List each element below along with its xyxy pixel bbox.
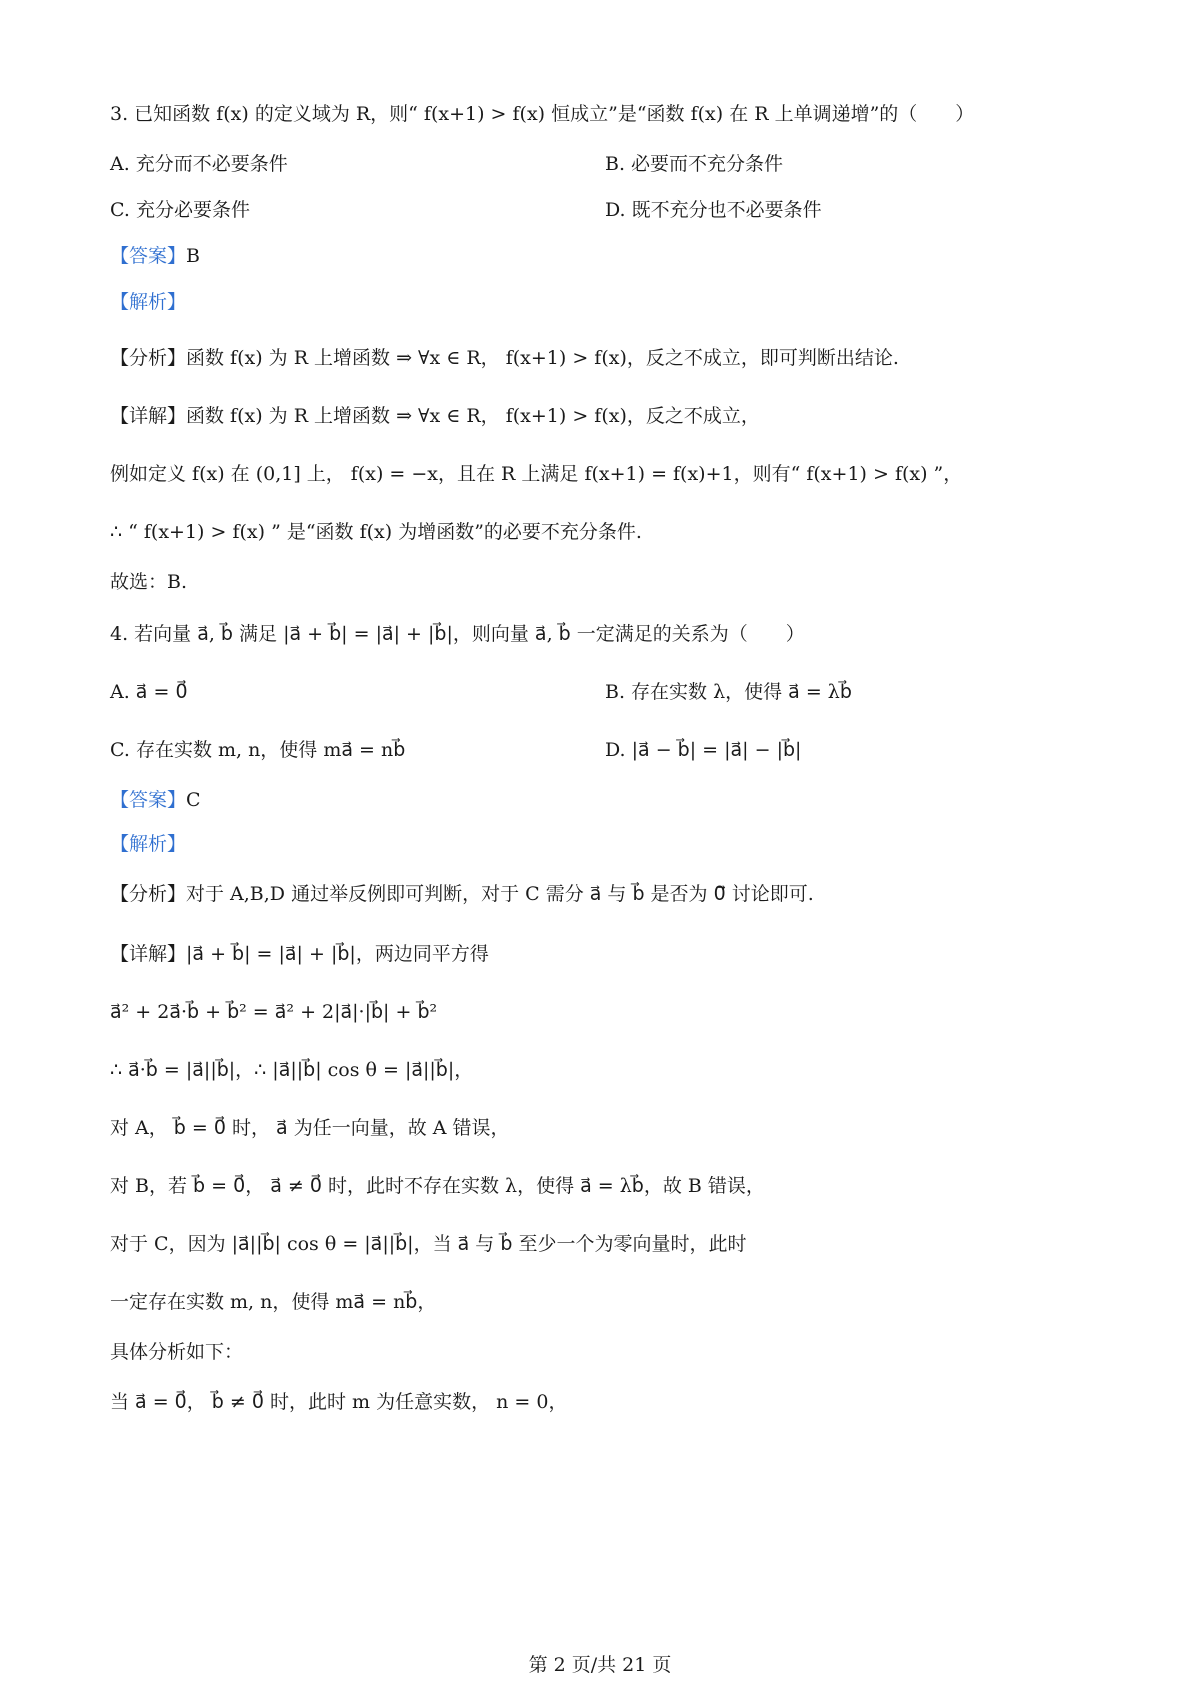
q4-analysis-label: 【解析】 (110, 833, 187, 855)
q3-answer-label: 【答案】 (110, 245, 187, 267)
q4-line-4: ∴ a⃗·b⃗ = |a⃗||b⃗|，∴ |a⃗||b⃗| cos θ = |a⃗||b⃗|， (110, 1059, 474, 1081)
q4-option-c: C. 存在实数 m, n，使得 ma⃗ = nb⃗ (110, 739, 406, 761)
q3-stem: 3. 已知函数 f(x) 的定义域为 R，则“ f(x+1) > f(x) 恒成立”是“函数 f(x) 在 R 上单调递增”的（ ） (110, 103, 975, 125)
q3-line-2: 【详解】函数 f(x) 为 R 上增函数 ⇒ ∀x ∈ R， f(x+1) > f(x)，反之不成立， (110, 405, 760, 427)
q4-line-10: 当 a⃗ = 0⃗， b⃗ ≠ 0⃗ 时，此时 m 为任意实数， n = 0， (110, 1391, 568, 1413)
q3-option-c: C. 充分必要条件 (110, 199, 250, 221)
q3-line-3: 例如定义 f(x) 在 (0,1] 上， f(x) = −x，且在 R 上满足 f(x+1) = f(x)+1，则有“ f(x+1) > f(x) ”， (110, 463, 963, 485)
q4-line-6: 对 B，若 b⃗ = 0⃗， a⃗ ≠ 0⃗ 时，此时不存在实数 λ，使得 a⃗ = λb⃗，故 B 错误， (110, 1175, 765, 1197)
q4-answer (110, 786, 201, 814)
q4-line-9: 具体分析如下： (110, 1341, 244, 1363)
q4-line-7: 对于 C，因为 |a⃗||b⃗| cos θ = |a⃗||b⃗|，当 a⃗ 与 b⃗ 至少一个为零向量时，此时 (110, 1233, 747, 1255)
q4-line-1: 【分析】对于 A,B,D 通过举反例即可判断，对于 C 需分 a⃗ 与 b⃗ 是否为 0⃗ 讨论即可. (110, 883, 814, 905)
q4-answer-value: C (186, 789, 201, 811)
q3-line-5: 故选：B. (110, 571, 188, 593)
q3-answer (110, 242, 200, 270)
q4-option-a: A. a⃗ = 0⃗ (110, 681, 188, 703)
q4-option-d: D. |a⃗ − b⃗| = |a⃗| − |b⃗| (605, 739, 802, 761)
q4-line-3: a⃗² + 2a⃗·b⃗ + b⃗² = a⃗² + 2|a⃗|·|b⃗| + b⃗² (110, 1001, 438, 1023)
q4-line-8: 一定存在实数 m, n，使得 ma⃗ = nb⃗， (110, 1291, 437, 1313)
q3-analysis-label: 【解析】 (110, 291, 187, 313)
q4-line-2: 【详解】|a⃗ + b⃗| = |a⃗| + |b⃗|，两边同平方得 (110, 943, 489, 965)
q4-option-b: B. 存在实数 λ，使得 a⃗ = λb⃗ (605, 681, 852, 703)
q3-option-d: D. 既不充分也不必要条件 (605, 199, 822, 221)
q4-stem: 4. 若向量 a⃗, b⃗ 满足 |a⃗ + b⃗| = |a⃗| + |b⃗|，则向量 a⃗, b⃗ 一定满足的关系为（ ） (110, 623, 805, 645)
page-footer: 第 2 页/共 21 页 (528, 1654, 672, 1676)
q3-option-a: A. 充分而不必要条件 (110, 153, 288, 175)
q3-answer-value: B (186, 245, 200, 267)
q3-line-4: ∴ “ f(x+1) > f(x) ” 是“函数 f(x) 为增函数”的必要不充分条件. (110, 521, 642, 543)
q4-line-5: 对 A， b⃗ = 0⃗ 时， a⃗ 为任一向量，故 A 错误， (110, 1117, 510, 1139)
q4-answer-label: 【答案】 (110, 789, 187, 811)
q3-line-1: 【分析】函数 f(x) 为 R 上增函数 ⇒ ∀x ∈ R， f(x+1) > f(x)，反之不成立，即可判断出结论. (110, 347, 899, 369)
q3-option-b: B. 必要而不充分条件 (605, 153, 784, 175)
